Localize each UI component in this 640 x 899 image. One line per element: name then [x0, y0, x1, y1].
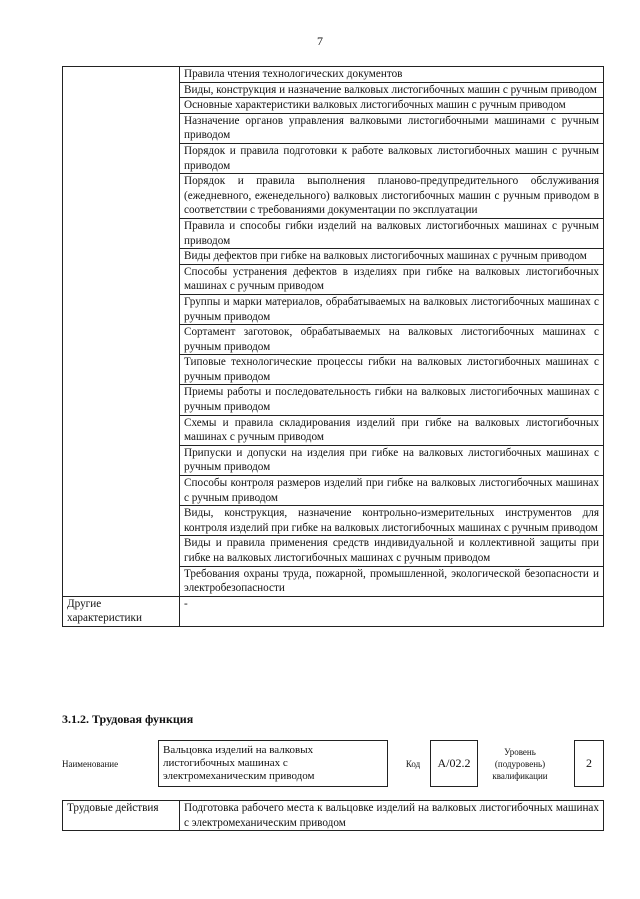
knowledge-item: Назначение органов управления валковыми листогибочными машинами с ручным приводом — [180, 113, 604, 143]
code-label: Код — [405, 758, 421, 769]
level-label: Уровень (подуровень) квалификации — [492, 746, 548, 781]
code-value: А/02.2 — [431, 741, 478, 787]
knowledge-item: Правила чтения технологических документов — [180, 67, 604, 83]
labor-actions-table — [62, 800, 604, 831]
knowledge-item: Требования охраны труда, пожарной, промышленной, экологической безопасности и электробезопасности — [180, 566, 604, 596]
knowledge-item: Порядок и правила выполнения планово-предупредительного обслуживания (ежедневного, еженедельного) валковых листогибочных машин с ручным приводом в соответствии с требованиями документации по эксплуатации — [180, 174, 604, 219]
knowledge-item: Схемы и правила складирования изделий при гибке на валковых листогибочных машинах с ручным приводом — [180, 415, 604, 445]
level-value: 2 — [575, 741, 604, 787]
knowledge-item: Способы устранения дефектов в изделиях при гибке на валковых листогибочных машинах с ручным приводом — [180, 264, 604, 294]
other-characteristics-label: Другие характеристики — [63, 596, 180, 626]
other-characteristics-row — [63, 596, 604, 626]
knowledge-item: Способы контроля размеров изделий при гибке на валковых листогибочных машинах с ручным приводом — [180, 476, 604, 506]
name-value: Вальцовка изделий на валковых листогибочных машинах с электромеханическим приводом — [159, 741, 388, 787]
section-heading: 3.1.2. Трудовая функция — [62, 712, 194, 726]
knowledge-item: Порядок и правила подготовки к работе валковых листогибочных машин с ручным приводом — [180, 143, 604, 173]
labor-function-table — [62, 740, 604, 787]
actions-value: Подготовка рабочего места к вальцовке изделий на валковых листогибочных машинах с электромеханическим приводом — [180, 801, 604, 831]
knowledge-item: Виды и правила применения средств индивидуальной и коллективной защиты при гибке на валковых листогибочных машинах с ручным приводом — [180, 536, 604, 566]
knowledge-item: Припуски и допуски на изделия при гибке на валковых листогибочных машинах с ручным приводом — [180, 445, 604, 475]
other-characteristics-value: - — [180, 596, 604, 626]
knowledge-row — [63, 67, 604, 83]
name-label: Наименование — [62, 758, 119, 769]
knowledge-item: Группы и марки материалов, обрабатываемых на валковых листогибочных машинах с ручным приводом — [180, 294, 604, 324]
knowledge-item: Основные характеристики валковых листогибочных машин с ручным приводом — [180, 98, 604, 114]
knowledge-item: Приемы работы и последовательность гибки на валковых листогибочных машинах с ручным приводом — [180, 385, 604, 415]
knowledge-item: Виды, конструкция и назначение валковых листогибочных машин с ручным приводом — [180, 82, 604, 98]
knowledge-item: Виды дефектов при гибке на валковых листогибочных машинах с ручным приводом — [180, 249, 604, 265]
knowledge-item: Виды, конструкция, назначение контрольно-измерительных инструментов для контроля изделий при гибке на валковых листогибочных машинах с ручным приводом — [180, 506, 604, 536]
knowledge-item: Типовые технологические процессы гибки на валковых листогибочных машинах с ручным приводом — [180, 355, 604, 385]
actions-label: Трудовые действия — [63, 801, 180, 831]
knowledge-item: Правила и способы гибки изделий на валковых листогибочных машинах с ручным приводом — [180, 218, 604, 248]
knowledge-item: Сортамент заготовок, обрабатываемых на валковых листогибочных машинах с ручным приводом — [180, 325, 604, 355]
knowledge-label-cell — [63, 67, 180, 597]
knowledge-table — [62, 66, 604, 627]
page-number: 7 — [317, 34, 323, 48]
